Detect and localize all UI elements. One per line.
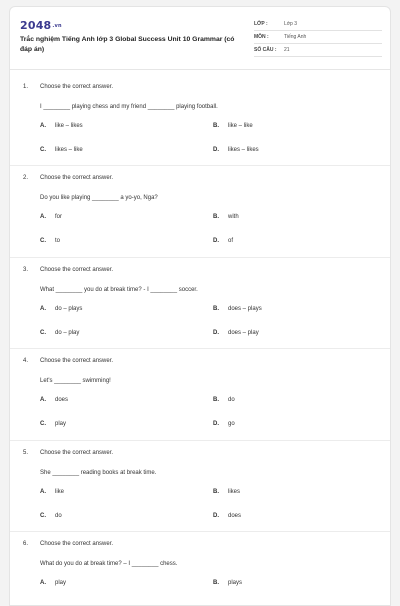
question-number: 6. [23,541,29,547]
question-number: 1. [23,84,29,90]
meta-value: Tiếng Anh [284,34,307,40]
question-number: 2. [23,175,29,181]
question-prompt: Choose the correct answer. [40,267,114,273]
question-text: I ________ playing chess and my friend ________ playing football. [40,104,218,110]
option-d[interactable]: D. of [213,238,234,244]
option-b[interactable]: B. like – like [213,123,253,129]
divider [10,531,390,532]
question-text: Let's ________ swimming! [40,378,111,384]
meta-value: 21 [284,47,290,53]
option-b[interactable]: B. likes [213,489,241,495]
meta-row-subject [254,32,382,44]
question-prompt: Choose the correct answer. [40,84,114,90]
option-b[interactable]: B. does – plays [213,306,262,312]
option-d[interactable]: D. likes – likes [213,147,259,153]
option-a[interactable]: A. like [40,489,65,495]
option-c[interactable]: C. to [40,238,61,244]
question-prompt: Choose the correct answer. [40,541,114,547]
option-b[interactable]: B. plays [213,580,243,586]
option-a[interactable]: A. for [40,214,63,220]
divider [10,440,390,441]
question-number: 4. [23,358,29,364]
question-prompt: Choose the correct answer. [40,450,114,456]
divider [10,348,390,349]
question-text: What ________ you do at break time? - I ________ soccer. [40,287,198,293]
worksheet-title: Trắc nghiệm Tiếng Anh lớp 3 Global Success Unit 10 Grammar (có đáp án) [20,36,235,53]
worksheet-header [10,7,390,70]
option-c[interactable]: C. likes – like [40,147,83,153]
option-a[interactable]: A. play [40,580,67,586]
logo-text: 2048 [20,19,52,32]
option-c[interactable]: C. play [40,421,67,427]
option-a[interactable]: A. like – likes [40,123,83,129]
worksheet [9,6,391,606]
option-a[interactable]: A. does [40,397,69,403]
meta-value: Lớp 3 [284,21,298,27]
option-d[interactable]: D. go [213,421,235,427]
option-c[interactable]: C. do [40,513,62,519]
meta-row-count [254,45,382,57]
question-text: Do you like playing ________ a yo-yo, Nga? [40,195,158,201]
question-text: She ________ reading books at break time. [40,470,157,476]
question-prompt: Choose the correct answer. [40,175,114,181]
divider [10,257,390,258]
option-c[interactable]: C. do – play [40,330,80,336]
question-number: 5. [23,450,29,456]
option-d[interactable]: D. does – play [213,330,259,336]
option-a[interactable]: A. do – plays [40,306,83,312]
question-number: 3. [23,267,29,273]
meta-label: LỚP : [254,21,268,27]
question-text: What do you do at break time? – I ________ chess. [40,561,178,567]
meta-label: MÔN : [254,34,269,40]
question-prompt: Choose the correct answer. [40,358,114,364]
logo-suffix: .vn [52,23,62,29]
site-logo[interactable] [20,19,62,32]
option-b[interactable]: B. do [213,397,235,403]
option-b[interactable]: B. with [213,214,239,220]
option-d[interactable]: D. does [213,513,242,519]
divider [10,165,390,166]
meta-label: SỐ CÂU : [254,47,277,53]
meta-row-class [254,19,382,31]
